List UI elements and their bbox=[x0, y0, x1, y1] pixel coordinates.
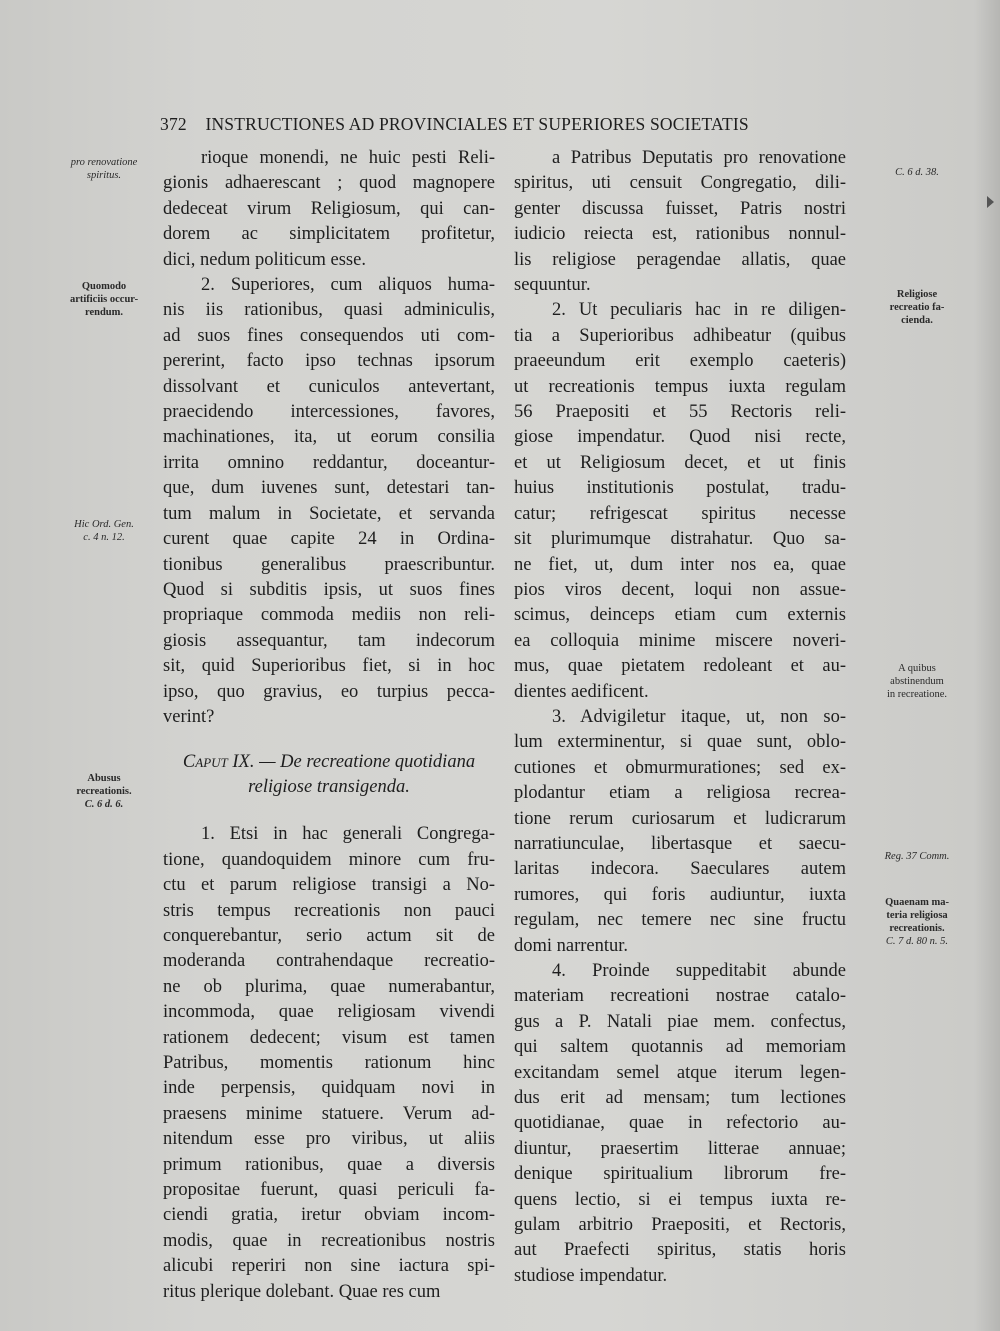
text-line: giose impendatur. Quod nisi recte, bbox=[514, 427, 846, 448]
text-line: plodantur etiam a religiosa recrea- bbox=[514, 783, 846, 804]
margin-line: recreationis. bbox=[76, 786, 132, 797]
text-line: incommoda, quae religiosam vivendi bbox=[163, 1002, 495, 1023]
text-line: ea colloquia minime miscere noveri- bbox=[514, 630, 846, 651]
margin-line: C. 6 d. 6. bbox=[84, 799, 124, 810]
text-line: tia a Superioribus adhibeatur (quibus bbox=[514, 325, 846, 346]
chapter-title-part2: religiose transigenda. bbox=[248, 777, 410, 798]
margin-line: recreatio fa- bbox=[889, 302, 945, 313]
margin-line: Quaenam ma- bbox=[885, 897, 949, 908]
margin-line: Quomodo bbox=[81, 281, 127, 292]
text-line: qui saltem quotannis ad memoriam bbox=[514, 1037, 846, 1058]
text-line: lum exterminentur, si quae sunt, oblo- bbox=[514, 732, 846, 753]
text-line: materiam recreationi nostrae catalo- bbox=[514, 986, 846, 1007]
text-line: denique spiritualium librorum fre- bbox=[514, 1164, 846, 1185]
text-line: regulam, nec temere nec sine fructu bbox=[514, 910, 846, 931]
margin-line: in recreatione. bbox=[886, 689, 948, 700]
text-line: praesens minime statuere. Verum ad- bbox=[163, 1103, 495, 1124]
text-line: excitandam semel atque iterum legen- bbox=[514, 1062, 846, 1083]
text-line: dorem ac simplicitatem profitetur, bbox=[163, 224, 495, 245]
text-line: spiritus, uti censuit Congregatio, dili- bbox=[514, 173, 846, 194]
margin-line: C. 6 d. 38. bbox=[895, 167, 939, 178]
margin-note-a-quibus bbox=[862, 662, 972, 701]
text-line: propositae fuerunt, quasi periculi fa- bbox=[163, 1180, 495, 1201]
text-line: praeeundum erit exemplo caeteris) bbox=[514, 351, 846, 372]
text-line: ciendi gratia, iretur obviam incom- bbox=[163, 1205, 495, 1226]
margin-line: Hic Ord. Gen. bbox=[74, 519, 134, 530]
margin-line: abstinendum bbox=[890, 676, 944, 687]
text-line: dedeceat virum Religiosum, qui can- bbox=[163, 198, 495, 219]
text-line: gulam arbitrio Praepositi, et Rectoris, bbox=[514, 1215, 846, 1236]
text-line: et ut Religiosum decet, et ut finis bbox=[514, 452, 846, 473]
text-line: a Patribus Deputatis pro renovatione bbox=[552, 148, 846, 168]
margin-line: artificiis occur- bbox=[69, 294, 139, 305]
text-line: nitendum esse pro viribus, ut aliis bbox=[163, 1129, 495, 1150]
text-line: dissolvant et cuniculos antevertant, bbox=[163, 376, 495, 397]
text-line: curent quae capite 24 in Ordina- bbox=[163, 529, 495, 550]
chapter-heading-line1 bbox=[163, 750, 495, 775]
text-line: rumores, qui foris audiuntur, iuxta bbox=[514, 884, 846, 905]
margin-line: cienda. bbox=[901, 315, 933, 326]
text-line: 56 Praepositi et 55 Rectoris reli- bbox=[514, 402, 846, 423]
text-line: praecidendo intercessiones, favores, bbox=[163, 402, 495, 423]
text-line: pios viros decent, loqui non assue- bbox=[514, 579, 846, 600]
text-line: 3. Advigiletur itaque, ut, non so- bbox=[552, 706, 846, 727]
text-line: nis iis rationibus, quasi adminiculis, bbox=[163, 300, 495, 321]
page-edge-mark bbox=[987, 196, 994, 208]
text-line: 2. Superiores, cum aliquos huma- bbox=[201, 275, 495, 296]
text-line: tione, quandoquidem minore cum fru- bbox=[163, 849, 495, 870]
text-line: gus a P. Natali piae mem. confectus, bbox=[514, 1011, 846, 1032]
text-line: verint? bbox=[163, 706, 215, 727]
text-line: laritas indecora. Saeculares autem bbox=[514, 859, 846, 880]
text-line: cutiones et obmurmurationes; sed ex- bbox=[514, 757, 846, 778]
text-line: narratiunculae, libertasque et saecu- bbox=[514, 833, 846, 854]
margin-note-abusus bbox=[50, 772, 158, 811]
text-line: inde perpensis, quidquam novi in bbox=[163, 1078, 495, 1099]
text-line: primum rationibus, quae a diversis bbox=[163, 1154, 495, 1175]
text-line: propriaque commoda mediis non reli- bbox=[163, 605, 495, 626]
text-line: pererint, facto ipso technas ipsorum bbox=[163, 351, 495, 372]
text-line: mus, quae pietatem redoleant et au- bbox=[514, 656, 846, 677]
text-line: ctu et parum religiose transigi a No- bbox=[163, 875, 495, 896]
text-line: modis, quae in recreationibus nostris bbox=[163, 1230, 495, 1251]
margin-note-hic-ord bbox=[50, 518, 158, 544]
margin-line: Reg. 37 Comm. bbox=[884, 851, 950, 862]
margin-line: A quibus bbox=[898, 663, 936, 674]
text-line: tione rerum curiosarum et ludicrarum bbox=[514, 808, 846, 829]
text-line: 4. Proinde suppeditabit abunde bbox=[552, 961, 846, 981]
text-line: ne fiet, ut, dum inter nos ea, quae bbox=[514, 554, 846, 575]
text-line: dici, nedum politicum esse. bbox=[163, 249, 366, 270]
text-line: 1. Etsi in hac generali Congrega- bbox=[201, 824, 495, 845]
paragraph-2 bbox=[514, 298, 846, 705]
text-line: scimus, deinceps etiam cum externis bbox=[514, 605, 846, 626]
margin-line: c. 4 n. 12. bbox=[83, 532, 125, 543]
text-line: stris tempus recreationis non pauci bbox=[163, 900, 495, 921]
text-line: conquerebantur, serio actum sit de bbox=[163, 925, 495, 946]
paragraph-1 bbox=[163, 146, 495, 273]
text-line: rioque monendi, ne huic pesti Reli- bbox=[201, 148, 495, 168]
text-line: tionibus generalibus praescribuntur. bbox=[163, 554, 495, 575]
text-line: dus erit ad mensam; tum lectiones bbox=[514, 1088, 846, 1109]
text-line: 2. Ut peculiaris hac in re diligen- bbox=[552, 300, 846, 321]
right-column bbox=[514, 146, 846, 1289]
text-line: aut Praefecti spiritus, statis horis bbox=[514, 1240, 846, 1261]
page-number: 372 bbox=[160, 114, 187, 134]
text-line: quotidianae, quae in refectorio au- bbox=[514, 1113, 846, 1134]
paragraph-1 bbox=[514, 146, 846, 298]
text-line: genter discussa fuisset, Patris nostri bbox=[514, 198, 846, 219]
left-column bbox=[163, 146, 495, 1305]
paragraph-4 bbox=[514, 959, 846, 1289]
text-line: ipso, quo gravius, eo turpius pecca- bbox=[163, 681, 495, 702]
text-line: moderanda contrahendaque recreatio- bbox=[163, 951, 495, 972]
text-line: ad suos fines consequendos uti com- bbox=[163, 325, 495, 346]
running-header bbox=[160, 114, 860, 135]
text-line: Quod si subditis ipsis, ut suos fines bbox=[163, 579, 495, 600]
margin-note-reg37 bbox=[862, 850, 972, 863]
running-title: INSTRUCTIONES AD PROVINCIALES ET SUPERIORES SOCIETATIS bbox=[205, 114, 749, 134]
margin-note-religiose bbox=[862, 288, 972, 327]
margin-note-quaenam bbox=[862, 896, 972, 948]
margin-line: recreationis. bbox=[889, 923, 945, 934]
text-line: sit plurimumque distrahatur. Quo sa- bbox=[514, 529, 846, 550]
margin-line: C. 7 d. 80 n. 5. bbox=[885, 936, 949, 947]
margin-line: pro renovatione bbox=[70, 157, 138, 168]
text-line: lis religiose peragendae allatis, quae bbox=[514, 249, 846, 270]
paragraph-3 bbox=[514, 705, 846, 959]
text-line: machinationes, ita, ut eorum consilia bbox=[163, 427, 495, 448]
chapter-heading bbox=[163, 750, 495, 800]
margin-note-renovatione bbox=[50, 156, 158, 182]
paragraph-3 bbox=[163, 822, 495, 1305]
text-line: irrita omnino reddantur, doceantur- bbox=[163, 452, 495, 473]
margin-line: spiritus. bbox=[86, 170, 122, 181]
text-line: domi narrentur. bbox=[514, 935, 629, 956]
text-line: diuntur, praesertim litterae annuae; bbox=[514, 1138, 846, 1159]
margin-line: rendum. bbox=[84, 307, 124, 318]
text-line: alicubi reperiri non sine iactura spi- bbox=[163, 1256, 495, 1277]
text-line: catur; refrigescat spiritus necesse bbox=[514, 503, 846, 524]
text-line: gionis adhaerescant ; quod magnopere bbox=[163, 173, 495, 194]
margin-note-quomodo bbox=[50, 280, 158, 319]
text-line: ut recreationis tempus iuxta regulam bbox=[514, 376, 846, 397]
margin-line: teria religiosa bbox=[886, 910, 948, 921]
text-line: ne ob plurima, quae numerabantur, bbox=[163, 976, 495, 997]
text-line: huius institutionis postulat, tradu- bbox=[514, 478, 846, 499]
text-line: Patribus, momentis rationum hinc bbox=[163, 1053, 495, 1073]
text-line: studiose impendatur. bbox=[514, 1265, 668, 1286]
text-line: dientes aedificent. bbox=[514, 681, 649, 702]
text-line: que, dum iuvenes sunt, detestari tan- bbox=[163, 478, 495, 499]
text-line: giosis assequantur, tam indecorum bbox=[163, 630, 495, 651]
text-line: sequuntur. bbox=[514, 275, 591, 296]
chapter-title-part1: — De recreatione quotidiana bbox=[259, 752, 476, 773]
text-line: sit, quid Superioribus fiet, si in hoc bbox=[163, 656, 495, 677]
margin-note-c6d38 bbox=[862, 166, 972, 179]
chapter-label: Caput IX. bbox=[182, 752, 255, 773]
text-line: ritus plerique dolebant. Quae res cum bbox=[163, 1281, 441, 1302]
text-line: quens lectio, si ei tempus iuxta re- bbox=[514, 1189, 846, 1210]
text-line: iudicio reiecta est, rationibus nonnul- bbox=[514, 224, 846, 245]
text-line: tum malum in Societate, et servanda bbox=[163, 503, 495, 524]
margin-line: Religiose bbox=[896, 289, 938, 300]
margin-line: Abusus bbox=[87, 773, 121, 784]
paragraph-2 bbox=[163, 273, 495, 730]
text-line: rationem dedecent; visum est tamen bbox=[163, 1027, 495, 1048]
